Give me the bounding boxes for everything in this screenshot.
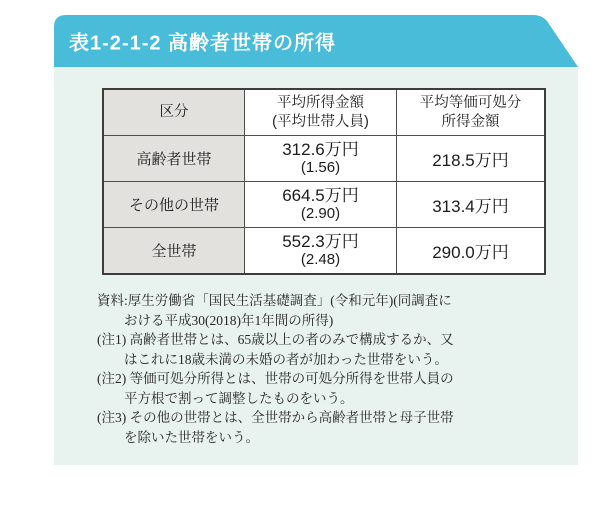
table-header-row — [103, 89, 545, 136]
footnote-3 — [97, 408, 547, 447]
header-category: 区分 — [103, 89, 245, 136]
header-average-income-line1: 平均所得金額 — [277, 95, 364, 112]
income-value: 552.3万円 — [282, 231, 359, 251]
income-table — [102, 88, 546, 275]
household-members: (2.48) — [300, 251, 341, 269]
household-members: (1.56) — [300, 159, 341, 177]
footnote-1-line2: はこれに18歳未満の未婚の者が加わった世帯をいう。 — [124, 351, 448, 367]
header-equivalent-income-line1: 平均等価可処分 — [419, 95, 522, 112]
table-row-other — [103, 182, 545, 228]
footnote-3-line2: を除いた世帯をいう。 — [124, 429, 259, 445]
footnotes — [97, 291, 547, 447]
equivalent-cell: 218.5万円 — [397, 136, 546, 182]
header-equivalent-income-line2: 所得金額 — [441, 113, 500, 130]
panel-body — [54, 67, 578, 465]
source-note-line2: おける平成30(2018)年1年間の所得) — [124, 312, 334, 328]
footnote-2-line1: (注2) 等価可処分所得とは、世帯の可処分所得を世帯人員の — [97, 371, 454, 386]
section-title-bar — [54, 15, 578, 67]
source-note-line1: 資料:厚生労働省「国民生活基礎調査」(令和元年)(同調査に — [97, 293, 452, 308]
income-cell — [245, 228, 397, 275]
footnote-1-line1: (注1) 高齢者世帯とは、65歳以上の者のみで構成するか、又 — [97, 332, 454, 347]
header-average-income — [245, 89, 397, 136]
footnote-3-line1: (注3) その他の世帯とは、全世帯から高齢者世帯と母子世帯 — [97, 410, 454, 425]
equivalent-cell: 290.0万円 — [397, 228, 546, 275]
category-cell: 全世帯 — [103, 228, 245, 275]
income-cell — [245, 182, 397, 228]
footnote-2-line2: 平方根で割って調整したものをいう。 — [124, 390, 354, 406]
header-average-income-line2: (平均世帯人員) — [272, 113, 369, 130]
source-note — [97, 291, 547, 330]
income-value: 664.5万円 — [282, 185, 359, 205]
header-equivalent-income — [397, 89, 546, 136]
category-cell: 高齢者世帯 — [103, 136, 245, 182]
income-value: 312.6万円 — [282, 139, 359, 159]
table-panel — [54, 15, 578, 465]
section-title: 表1-2-1-2 高齢者世帯の所得 — [69, 32, 337, 55]
footnote-1 — [97, 330, 547, 369]
household-members: (2.90) — [300, 205, 341, 223]
income-cell — [245, 136, 397, 182]
equivalent-cell: 313.4万円 — [397, 182, 546, 228]
category-cell: その他の世帯 — [103, 182, 245, 228]
table-row-all — [103, 228, 545, 275]
footnote-2 — [97, 369, 547, 408]
table-row-elderly — [103, 136, 545, 182]
